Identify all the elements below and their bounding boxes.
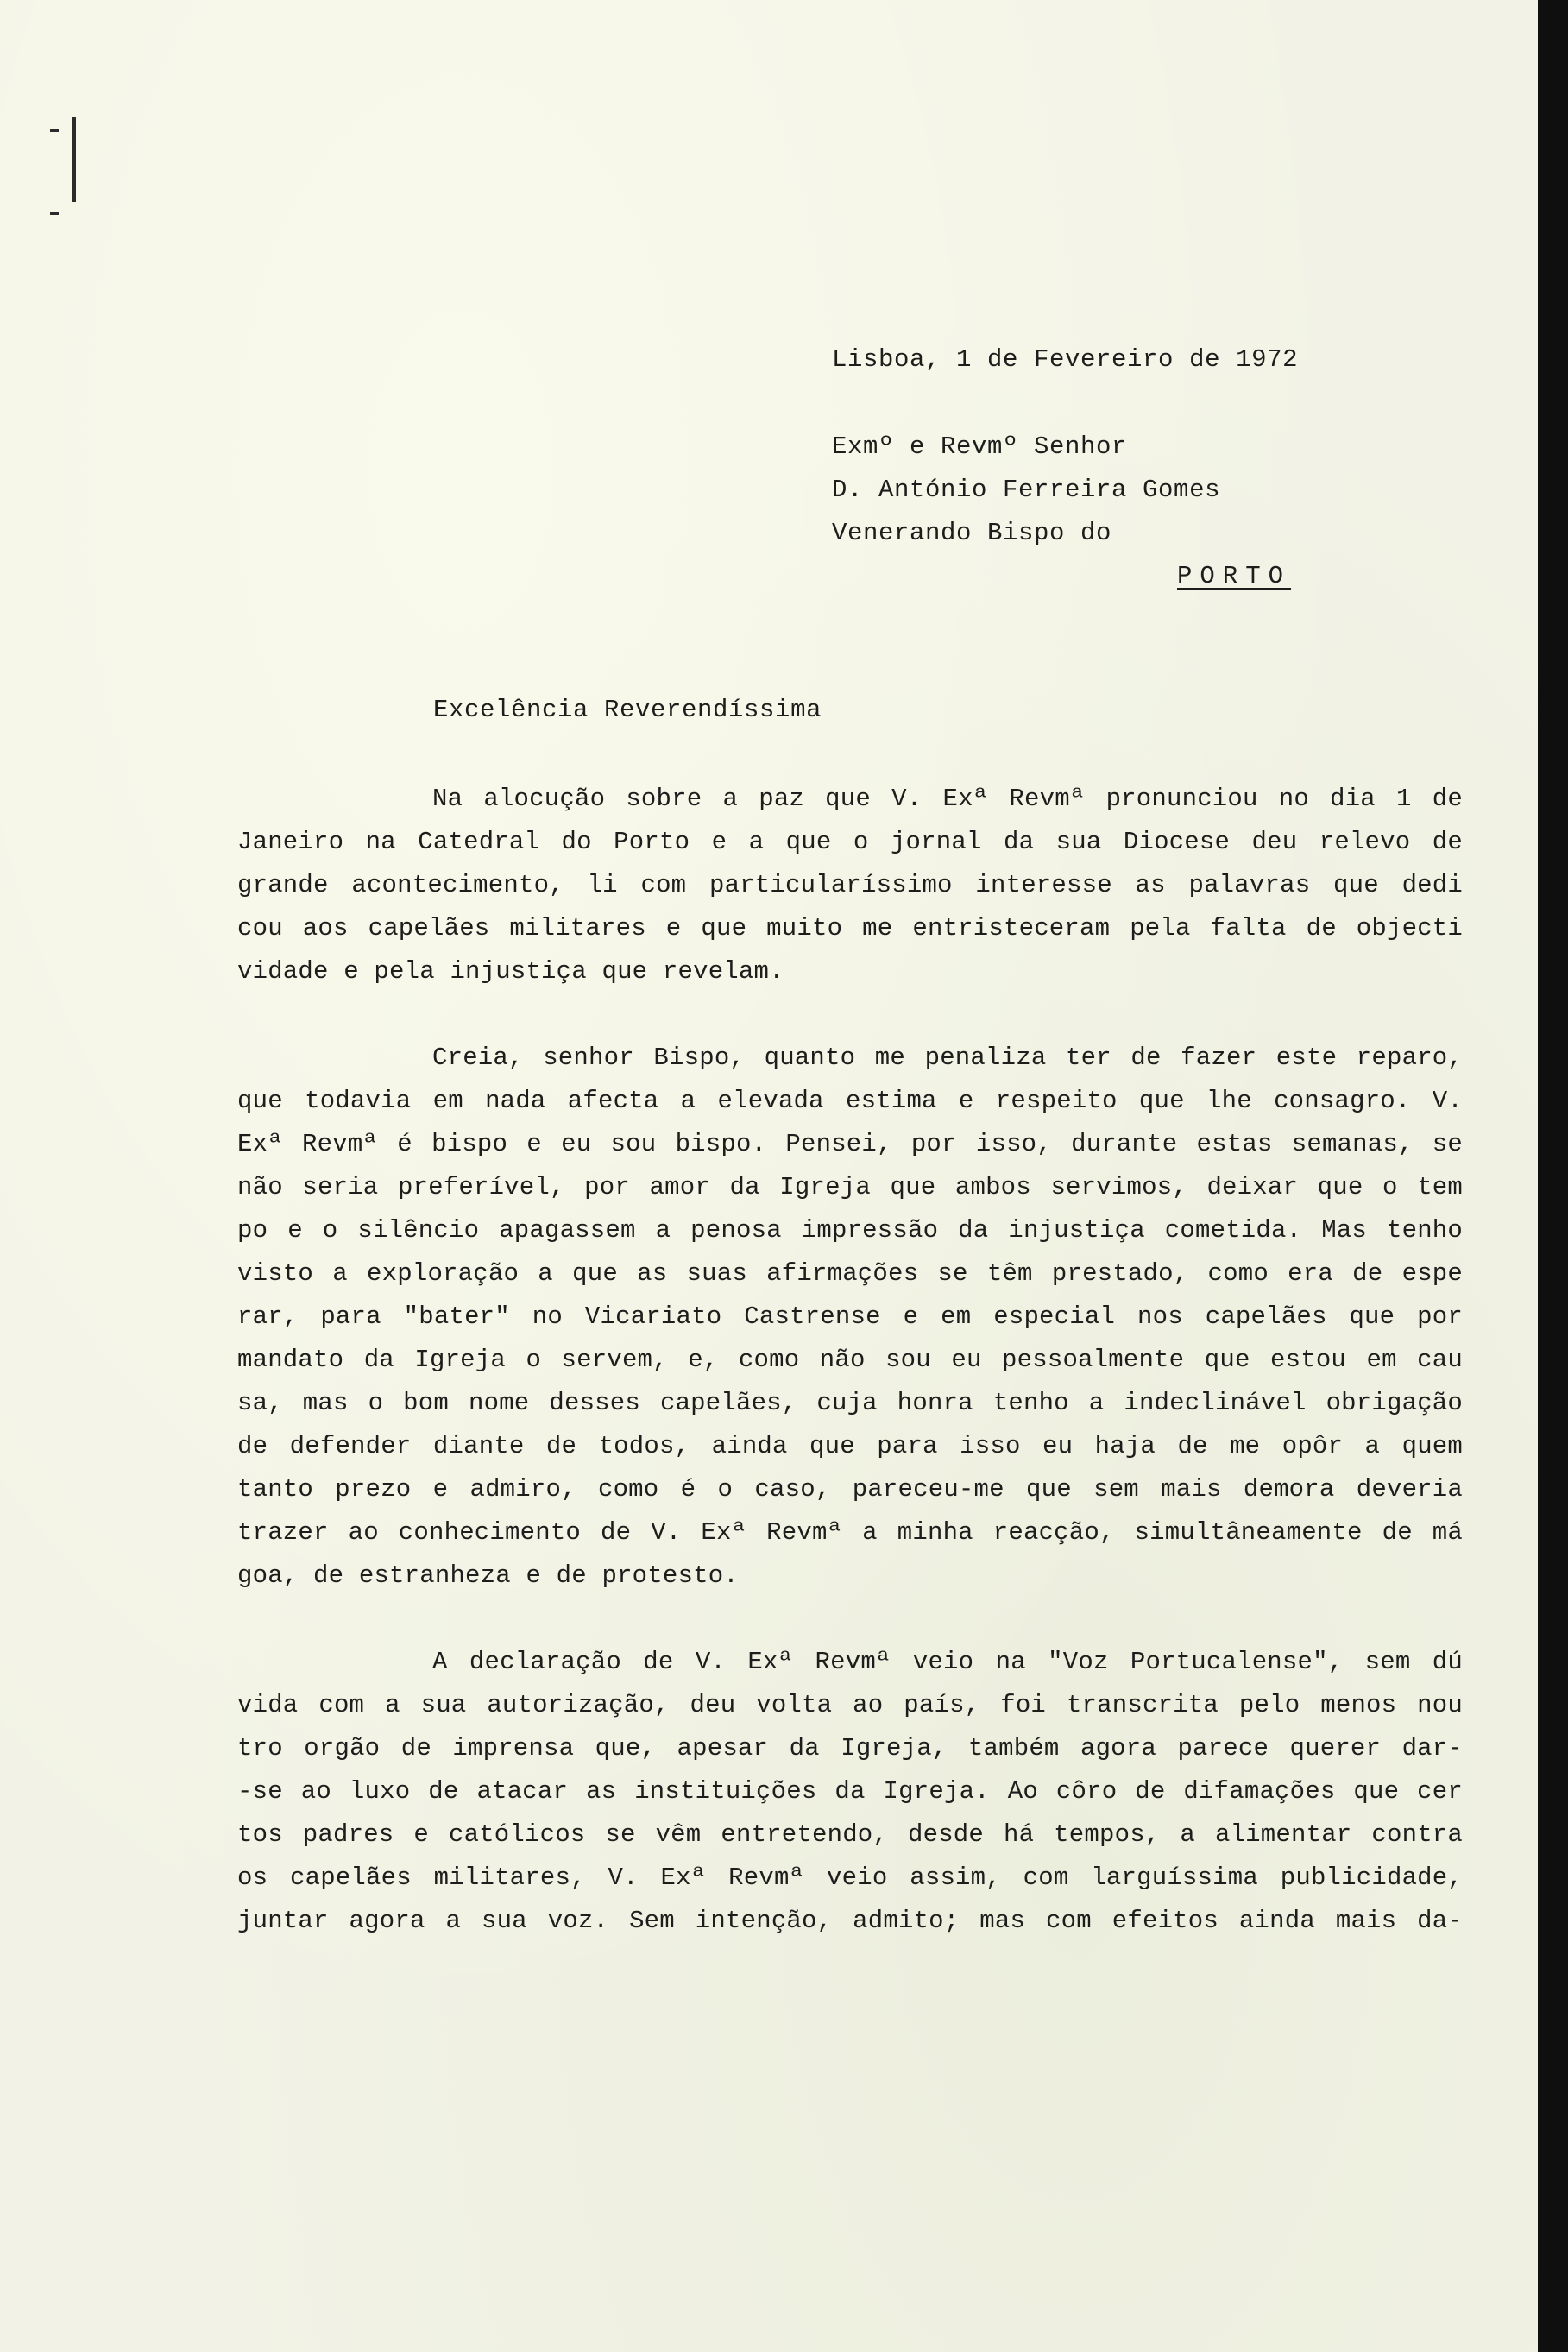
binder-mark bbox=[72, 117, 76, 202]
body-line: -se ao luxo de atacar as instituições da Igreja. Ao côro de difamações que cer bbox=[237, 1777, 1463, 1806]
body-line: juntar agora a sua voz. Sem intenção, admito; mas com efeitos ainda mais da- bbox=[237, 1907, 1463, 1935]
body-line: sa, mas o bom nome desses capelães, cuja honra tenho a indeclinável obrigação bbox=[237, 1389, 1463, 1417]
letter-body bbox=[237, 778, 1463, 1986]
body-line: tro orgão de imprensa que, apesar da Igreja, também agora parece querer dar- bbox=[237, 1734, 1463, 1762]
body-line: trazer ao conhecimento de V. Exª Revmª a minha reacção, simultâneamente de má bbox=[237, 1518, 1463, 1547]
binder-tick bbox=[50, 212, 59, 215]
body-line: vidade e pela injustiça que revelam. bbox=[237, 957, 784, 986]
body-line: cou aos capelães militares e que muito me entristeceram pela falta de objecti bbox=[237, 914, 1463, 943]
body-line: po e o silêncio apagassem a penosa impressão da injustiça cometida. Mas tenho bbox=[237, 1216, 1463, 1245]
salutation: Excelência Reverendíssima bbox=[433, 696, 822, 724]
binder-tick bbox=[50, 129, 59, 132]
paragraph-1 bbox=[237, 778, 1463, 993]
addressee-city: PORTO bbox=[1177, 562, 1292, 590]
body-line: goa, de estranheza e de protesto. bbox=[237, 1561, 739, 1590]
body-line: A declaração de V. Exª Revmª veio na "Voz Portucalense", sem dú bbox=[432, 1648, 1463, 1676]
scan-edge bbox=[1538, 0, 1568, 2352]
body-line: visto a exploração a que as suas afirmações se têm prestado, como era de espe bbox=[237, 1259, 1463, 1288]
body-line: que todavia em nada afecta a elevada estima e respeito que lhe consagro. V. bbox=[237, 1087, 1463, 1115]
body-line: vida com a sua autorização, deu volta ao país, foi transcrita pelo menos nou bbox=[237, 1691, 1463, 1719]
paragraph-2 bbox=[237, 1037, 1463, 1598]
body-line: rar, para "bater" no Vicariato Castrense e em especial nos capelães que por bbox=[237, 1302, 1463, 1331]
body-line: grande acontecimento, li com particularíssimo interesse as palavras que dedi bbox=[237, 871, 1463, 899]
body-line: não seria preferível, por amor da Igreja que ambos servimos, deixar que o tem bbox=[237, 1173, 1463, 1201]
body-line: tanto prezo e admiro, como é o caso, pareceu-me que sem mais demora deveria bbox=[237, 1475, 1463, 1504]
addressee-honorific: Exmº e Revmº Senhor bbox=[832, 432, 1128, 461]
body-line: de defender diante de todos, ainda que para isso eu haja de me opôr a quem bbox=[237, 1432, 1463, 1460]
body-line: os capelães militares, V. Exª Revmª veio assim, com larguíssima publicidade, bbox=[237, 1863, 1463, 1892]
body-line: Janeiro na Catedral do Porto e a que o jornal da sua Diocese deu relevo de bbox=[237, 828, 1463, 856]
body-line: Exª Revmª é bispo e eu sou bispo. Pensei, por isso, durante estas semanas, se bbox=[237, 1130, 1463, 1158]
paragraph-3 bbox=[237, 1641, 1463, 1943]
place-date: Lisboa, 1 de Fevereiro de 1972 bbox=[832, 345, 1299, 374]
body-line: mandato da Igreja o servem, e, como não sou eu pessoalmente que estou em cau bbox=[237, 1346, 1463, 1374]
body-line: Creia, senhor Bispo, quanto me penaliza ter de fazer este reparo, bbox=[432, 1044, 1463, 1072]
addressee-name: D. António Ferreira Gomes bbox=[832, 476, 1221, 504]
addressee-title: Venerando Bispo do bbox=[832, 519, 1112, 547]
body-line: tos padres e católicos se vêm entretendo, desde há tempos, a alimentar contra bbox=[237, 1820, 1463, 1849]
body-line: Na alocução sobre a paz que V. Exª Revmª pronunciou no dia 1 de bbox=[432, 785, 1463, 813]
